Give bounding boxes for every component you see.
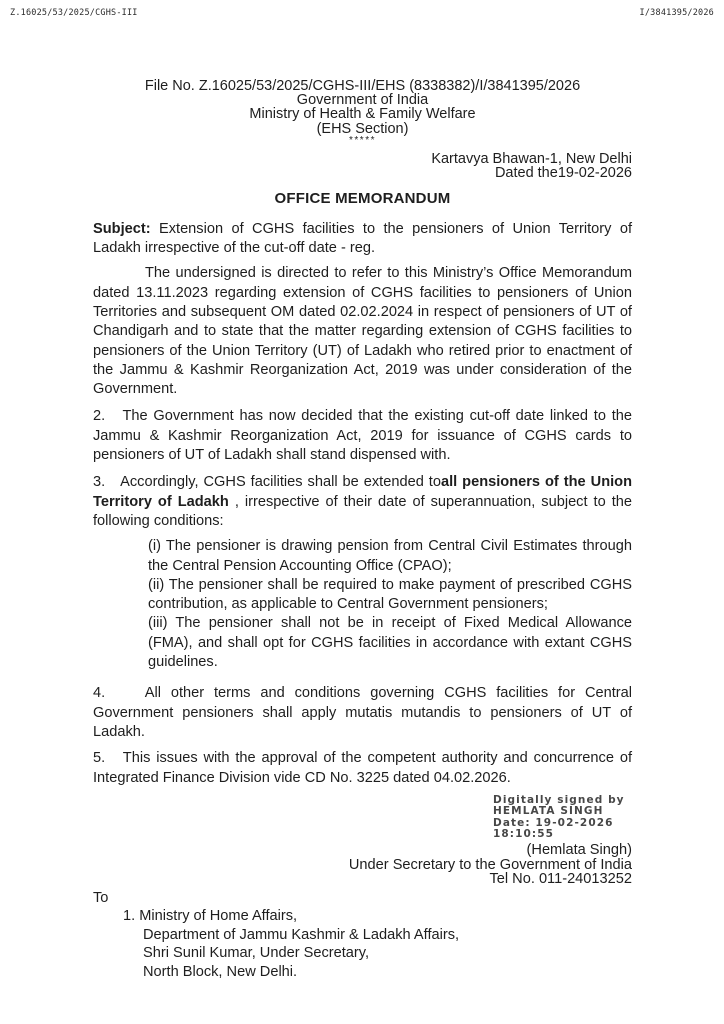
government-line: Government of India <box>296 92 429 109</box>
paragraph-3-suffix: , irrespective of their date of superannuation, subject to the following conditions: <box>93 493 632 529</box>
paragraph-3 <box>93 473 632 531</box>
subject-spacer <box>151 221 159 237</box>
subject-label: Subject: <box>93 220 151 237</box>
paragraph-4: 4. All other terms and conditions governing CGHS facilities for Central Government pensioners shall apply mutatis mutandis to pensioners of UT of Ladakh. <box>93 685 632 740</box>
digital-signature-line-4: 18:10:55 <box>493 828 555 841</box>
digital-signature-line-2: HEMLATA SINGH <box>493 805 604 818</box>
star-separator: ***** <box>349 134 376 146</box>
section-line: (EHS Section) <box>316 120 409 137</box>
ministry-line: Ministry of Health & Family Welfare <box>249 106 476 123</box>
addressee-block <box>123 907 632 981</box>
subject-paragraph <box>93 220 632 259</box>
memo-body <box>0 79 724 982</box>
file-ref-left: Z.16025/53/2025/CGHS-III <box>10 8 138 18</box>
addressee-line: 1. Ministry of Home Affairs, <box>123 908 298 925</box>
memo-title: OFFICE MEMORANDUM <box>274 189 451 207</box>
addressee-line: North Block, New Delhi. <box>143 964 298 980</box>
signatory-name: (Hemlata Singh) <box>526 841 632 858</box>
addressee-line: Shri Sunil Kumar, Under Secretary, <box>143 945 370 962</box>
subject-text: Extension of CGHS facilities to the pensioners of Union Territory of Ladakh irrespective of the cut-off date - reg. <box>93 220 633 257</box>
digital-signature-line-3: Date: 19-02-2026 <box>493 816 614 829</box>
date-line: Dated the19-02-2026 <box>494 165 632 182</box>
conditions-list <box>148 537 632 672</box>
to-label: To <box>93 890 109 907</box>
paragraph-2: 2. The Government has now decided that the existing cut-off date linked to the Jammu & Kashmir Reorganization Act, 2019 for issuance of CGHS cards to pensioners of UT of Ladakh shall stand dispensed with. <box>93 408 632 464</box>
letterhead <box>93 79 632 145</box>
signatory-block <box>93 843 632 887</box>
addressee-line: Department of Jammu Kashmir & Ladakh Affairs, <box>143 926 460 943</box>
signatory-telephone: Tel No. 011-24013252 <box>489 871 632 888</box>
place-date-block <box>93 152 632 181</box>
paragraph-1: The undersigned is directed to refer to this Ministry’s Office Memorandum dated 13.11.2023 regarding extension of CGHS facilities to pensioners of Union Territories and subsequent OM dated 02.02.2024 in respect of pensioners of UT of Chandigarh and to state that the matter regarding extension of CGHS facilities to pensioners of the Union Territory (UT) of Ladakh who retired prior to enactment of the Jammu & Kashmir Reorganization Act, 2019 was under consideration of the Government. <box>93 265 632 398</box>
signatory-designation: Under Secretary to the Government of India <box>348 856 632 873</box>
condition-ii: (ii) The pensioner shall be required to make payment of prescribed CGHS contribution, as applicable to Central Government pensioners; <box>148 576 632 613</box>
digital-signature-stamp <box>493 795 632 841</box>
file-ref-right: I/3841395/2026 <box>639 8 714 18</box>
file-number-line: File No. Z.16025/53/2025/CGHS-III/EHS (8338382)/I/3841395/2026 <box>144 78 581 94</box>
paragraph-5: 5. This issues with the approval of the competent authority and concurrence of Integrated Finance Division vide CD No. 3225 dated 04.02.2026. <box>93 750 632 786</box>
place-line: Kartavya Bhawan-1, New Delhi <box>431 150 632 167</box>
digital-signature-line-1: Digitally signed by <box>493 793 625 806</box>
paragraph-3-bold: all pensioners of the Union Territory of Ladakh <box>93 474 632 510</box>
paragraph-3-prefix: 3. Accordingly, CGHS facilities shall be extended to <box>93 474 441 491</box>
condition-iii: (iii) The pensioner shall not be in receipt of Fixed Medical Allowance (FMA), and shall opt for CGHS facilities in accordance with extant CGHS guidelines. <box>148 615 632 671</box>
page-header-refs <box>0 0 724 18</box>
condition-i: (i) The pensioner is drawing pension from Central Civil Estimates through the Central Pension Accounting Office (CPAO); <box>148 538 632 574</box>
